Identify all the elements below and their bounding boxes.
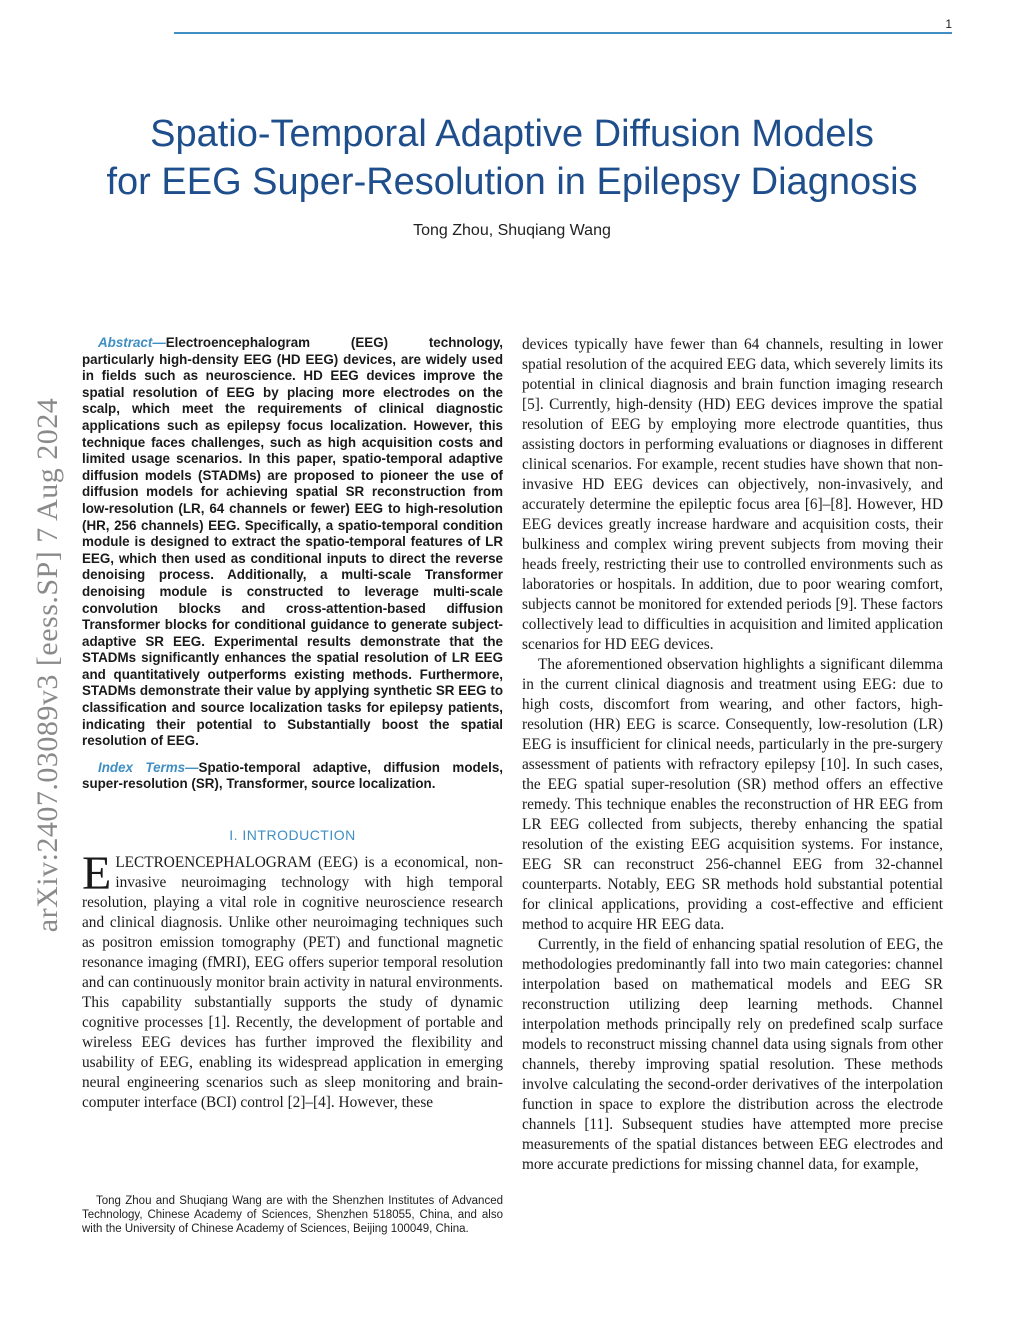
section-heading-introduction: I. INTRODUCTION <box>229 827 356 844</box>
intro-paragraph-2: The aforementioned observation highlights a significant dilemma in the current clinical diagnosis and treatment using EEG: due to high costs, discomfort from wearing, and other factors, high-resolution (HR) EEG is scarce. Consequently, low-resolution (LR) EEG is insufficient for clinical needs, particularly in the pre-surgery assessment of patients with refractory epilepsy [10]. In such cases, the EEG spatial super-resolution (SR) method offers an effective remedy. This technique enables the reconstruction of HR EEG from LR EEG collected from subjects, thereby enhancing the spatial resolution of the existing EEG acquisition systems. For instance, EEG SR can reconstruct 256-channel EEG from 32-channel counterparts. Notably, EEG SR methods hold substantial potential for clinical applications, providing a cost-effective and efficient method to acquire HR EEG data. <box>522 656 943 933</box>
arxiv-identifier: arXiv:2407.03089v3 [eess.SP] 7 Aug 2024 <box>31 397 64 933</box>
left-column <box>82 335 503 1113</box>
authors: Tong Zhou, Shuqiang Wang <box>413 222 611 239</box>
abstract-text: Electroencephalogram (EEG) technology, particularly high-density EEG (HD EEG) devices, are widely used in fields such as neuroscience. HD EEG devices improve the spatial resolution of EEG by placing more electrodes on the scalp, which meet the requirements of clinical diagnostic applications such as epilepsy focus localization. However, this technique faces challenges, such as high acquisition costs and limited usage scenarios. In this paper, spatio-temporal adaptive diffusion models (STADMs) are proposed to pioneer the use of diffusion models for achieving spatial SR reconstruction from low-resolution (LR, 64 channels or fewer) EEG to high-resolution (HR, 256 channels) EEG. Specifically, a spatio-temporal condition module is designed to extract the spatio-temporal features of LR EEG, which then used as conditional inputs to direct the reverse denoising process. Additionally, a multi-scale Transformer denoising module is constructed to leverage multi-scale convolution blocks and cross-attention-based diffusion Transformer blocks for conditional guidance to generate subject-adaptive SR EEG. Experimental results demonstrate that the STADMs significantly enhances the spatial resolution of LR EEG and quantitatively outperforms existing methods. Furthermore, STADMs demonstrate their value by applying synthetic SR EEG to classification and source localization tasks for epilepsy patients, indicating their potential to Substantially boost the spatial resolution of EEG. <box>82 335 503 749</box>
page-number: 1 <box>945 17 952 31</box>
header-rule <box>174 32 952 34</box>
intro-paragraph-1-continued: devices typically have fewer than 64 channels, resulting in lower spatial resolution of the acquired EEG data, which severely limits its potential in clinical diagnosis and brain function imaging research [5]. Currently, high-density (HD) EEG devices improve the spatial resolution of EEG by employing more electrode quantities, thus assisting doctors in performing evaluations or diagnoses in different clinical scenarios. For example, recent studies have shown that non-invasive HD EEG devices can objectively, non-invasively, and accurately determine the epileptic focus area [6]–[8]. However, HD EEG devices greatly increase hardware and acquisition costs, their bulkiness and complex wiring prevent subjects from moving their heads freely, restricting their use to controlled environments such as laboratories or hospitals. In addition, due to poor wearing comfort, subjects cannot be monitored for extended periods [9]. These factors collectively lead to difficulties in acquisition and limited application scenarios for HD EEG devices. <box>522 336 943 653</box>
index-terms-text: Spatio-temporal adaptive, diffusion models, super-resolution (SR), Transformer, source localization. <box>82 759 504 792</box>
right-column <box>522 335 943 1175</box>
affiliation-footnote: Tong Zhou and Shuqiang Wang are with the Shenzhen Institutes of Advanced Technology, Chinese Academy of Sciences, Shenzhen 518055, China, and also with the University of Chinese Academy of Sciences, Beijing 100049, China. <box>82 1195 503 1235</box>
intro-paragraph-1-text: LECTROENCEPHALOGRAM (EEG) is a economical, non-invasive neuroimaging technology with high temporal resolution, playing a vital role in cognitive neuroscience research and clinical diagnosis. Unlike other neuroimaging techniques such as positron emission tomography (PET) and functional magnetic resonance imaging (fMRI), EEG offers superior temporal resolution and can continuously monitor brain activity in natural environments. This capability substantially supports the study of dynamic cognitive processes [1]. Recently, the development of portable and wireless EEG devices has further improved the flexibility and usability of EEG, enabling its widespread application in emerging neural engineering scenarios such as sleep monitoring and brain-computer interface (BCI) control [2]–[4]. However, these <box>82 854 503 1112</box>
index-terms <box>82 760 503 793</box>
intro-paragraph-1 <box>82 847 503 1113</box>
paper-title <box>60 110 964 206</box>
abstract <box>82 335 503 750</box>
intro-paragraph-3: Currently, in the field of enhancing spatial resolution of EEG, the methodologies predominantly fall into two main categories: channel interpolation based on mathematical models and EEG SR reconstruction utilizing deep learning methods. Channel interpolation methods principally rely on predefined scalp surface models to reconstruct missing channel data using signals from other channels, thereby improving spatial resolution. These methods involve calculating the second-order derivatives of the interpolation function in space to explore the distribution across the electrode channels [11]. Subsequent studies have attempted more precise measurements of the spatial distances between EEG electrodes and more accurate predictions for missing channel data, for example, <box>522 936 943 1173</box>
title-line-2: for EEG Super-Resolution in Epilepsy Diagnosis <box>106 161 918 203</box>
abstract-label: Abstract— <box>98 335 166 350</box>
title-line-1: Spatio-Temporal Adaptive Diffusion Models <box>150 113 874 155</box>
drop-cap: E <box>82 847 112 901</box>
index-terms-label: Index Terms— <box>98 759 199 775</box>
